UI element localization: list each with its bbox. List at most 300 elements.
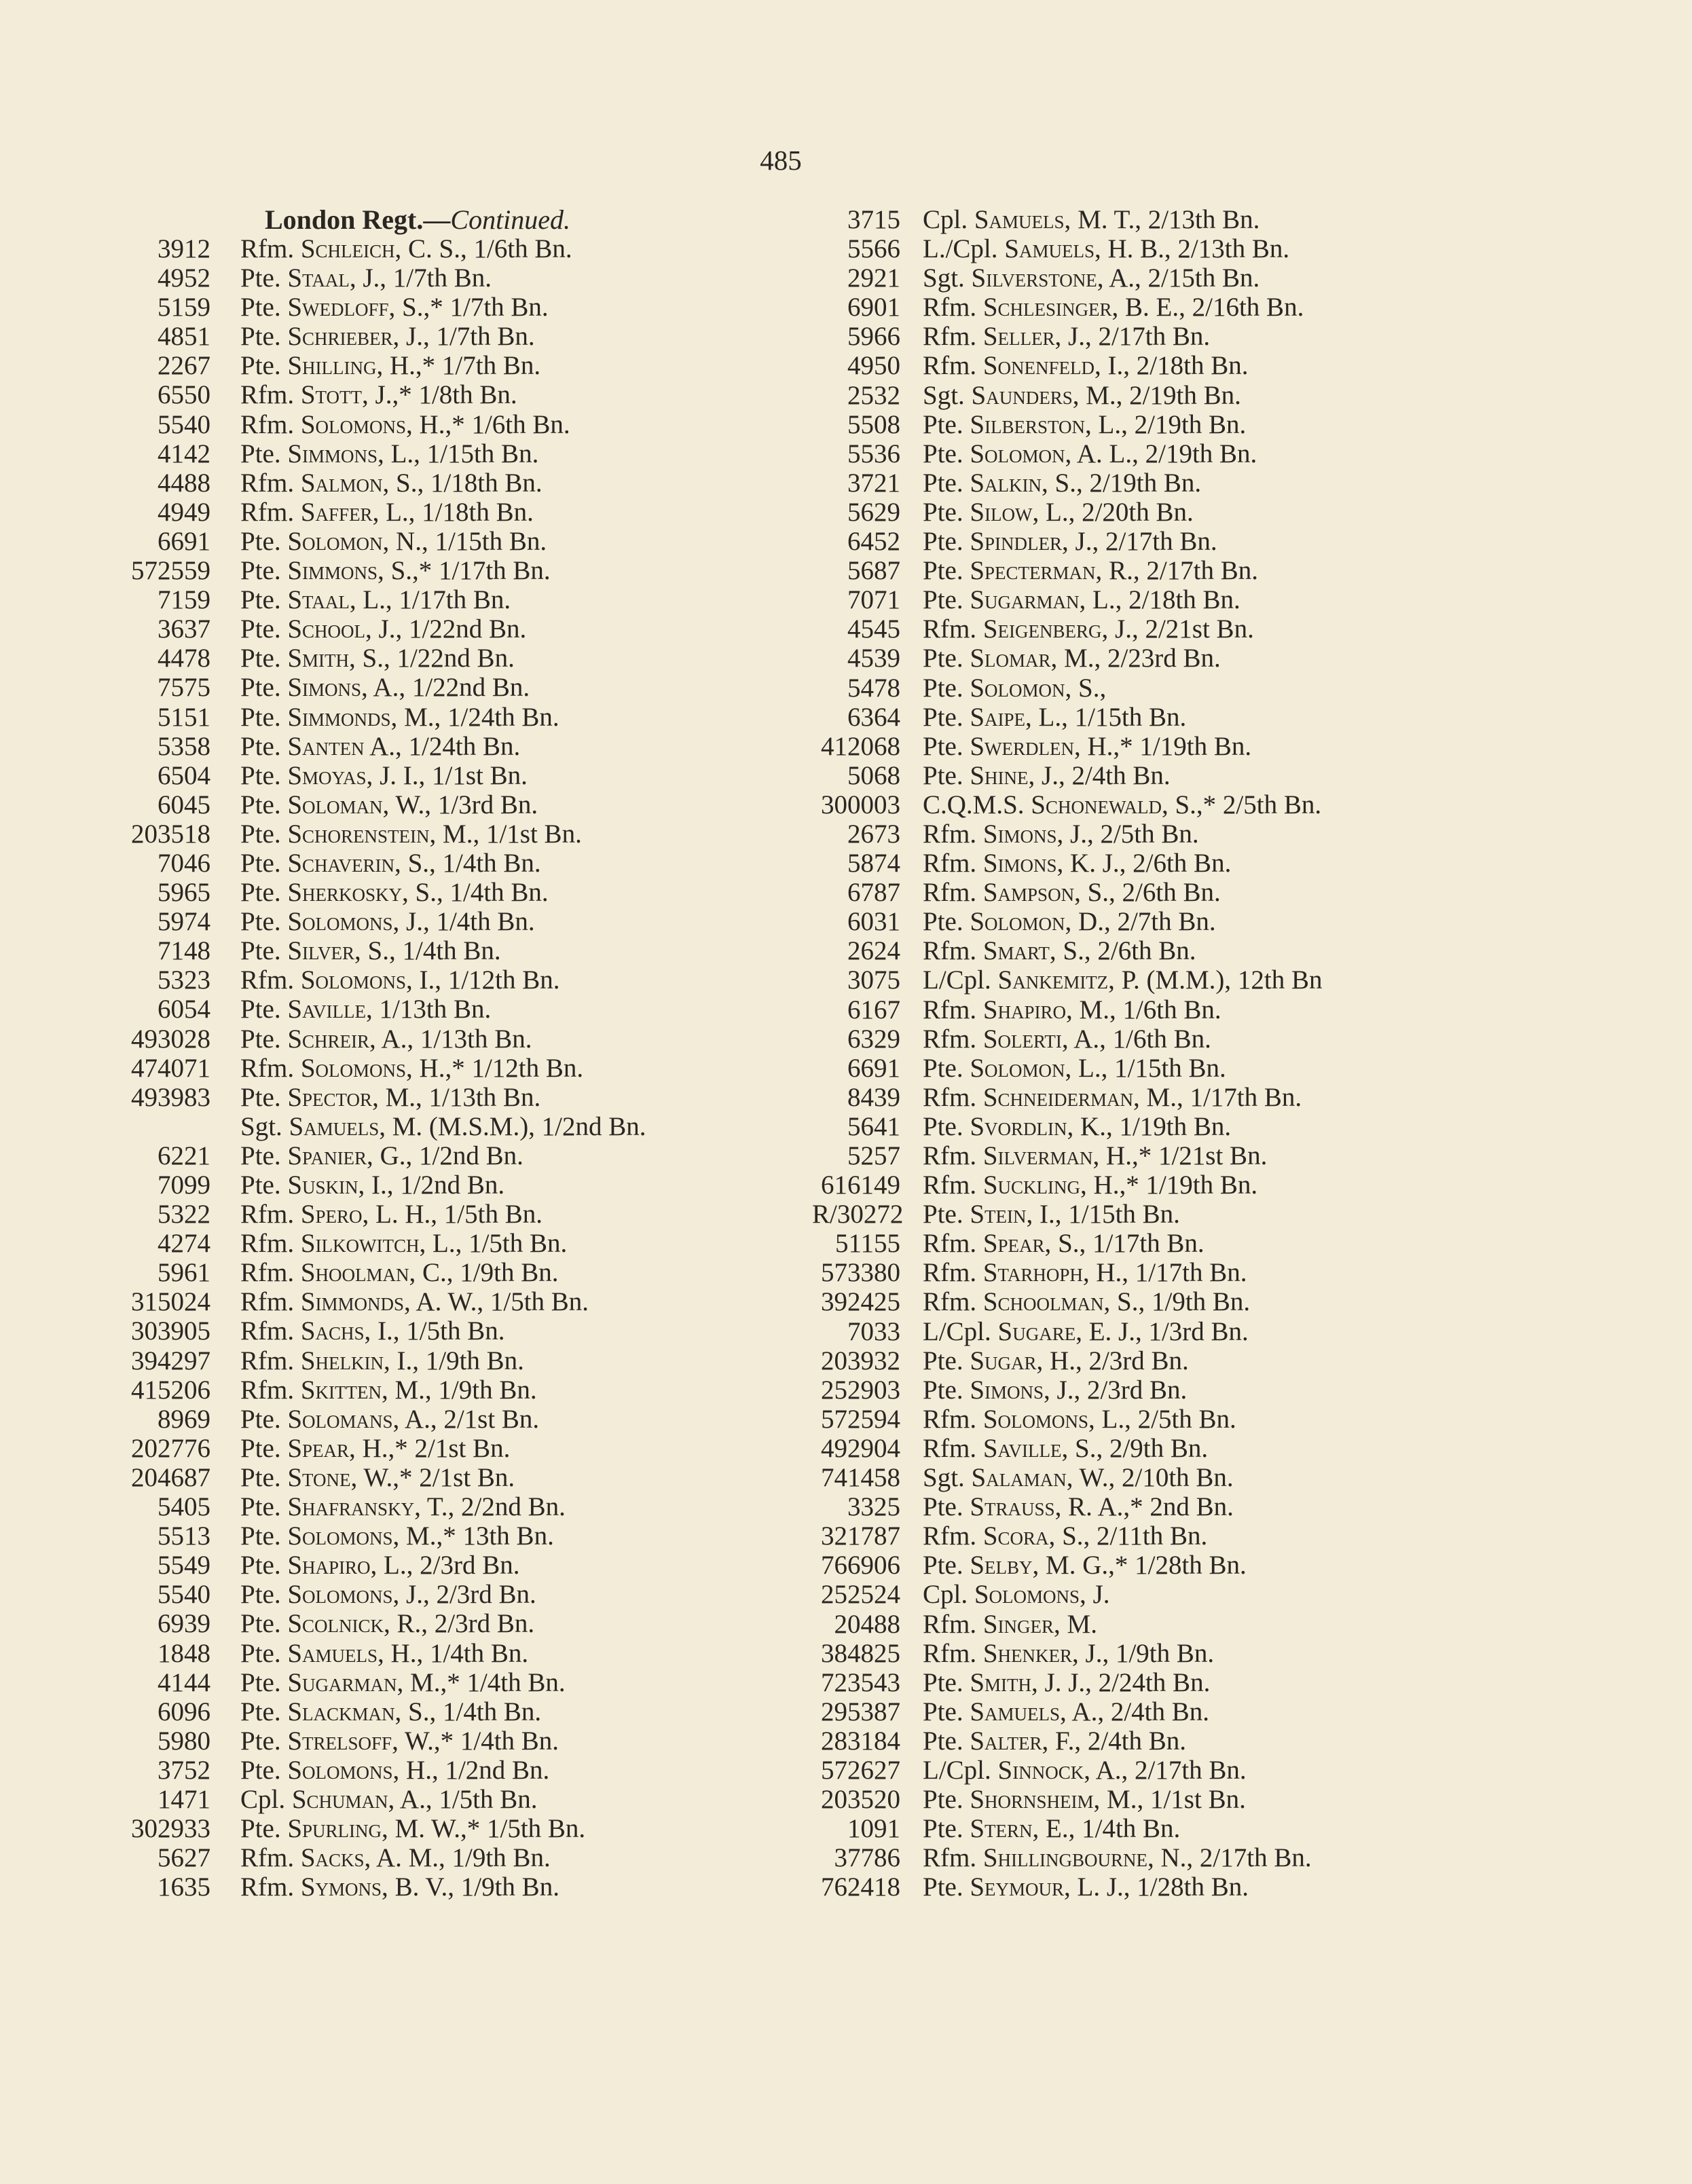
soldier-entry (240, 1668, 566, 1697)
rank: Pte. (240, 1726, 281, 1756)
surname: Schleich, (300, 234, 402, 263)
service-number: 6364 (847, 702, 900, 732)
soldier-entry (240, 819, 582, 849)
roll-entry (0, 1083, 815, 1112)
service-number: R/30272 (812, 1200, 904, 1229)
surname: Samuels, (970, 1697, 1067, 1726)
roll-entry (0, 380, 815, 409)
service-number: 5536 (847, 439, 900, 468)
rank: Pte. (923, 644, 963, 673)
roll-entry (812, 1785, 1692, 1814)
initials-and-unit: D., 2/7th Bn. (1078, 907, 1216, 937)
surname: Simmons, (287, 439, 384, 468)
roll-entry (812, 498, 1692, 527)
service-number: 8439 (847, 1082, 900, 1112)
service-number: 6901 (847, 293, 900, 322)
rank: Rfm. (923, 1229, 977, 1259)
rank: Cpl. (240, 1784, 286, 1814)
soldier-entry (923, 1054, 1226, 1083)
service-number: 572627 (821, 1755, 900, 1785)
page-number: 485 (760, 145, 802, 176)
service-number: 5358 (158, 731, 210, 761)
surname: Schonewald, (1031, 790, 1169, 819)
soldier-entry (240, 1024, 532, 1054)
surname: Slackman, (287, 1697, 402, 1726)
surname: Spector, (287, 1082, 379, 1112)
initials-and-unit: L., 1/15th Bn. (1038, 702, 1187, 732)
right-column (812, 205, 1692, 1902)
rank: Rfm. (240, 1258, 295, 1288)
rank: Rfm. (240, 1346, 295, 1375)
service-number: 1848 (158, 1638, 210, 1668)
service-number: 315024 (131, 1287, 210, 1317)
initials-and-unit: W.,* 2/1st Bn. (363, 1462, 515, 1492)
soldier-entry (240, 1112, 646, 1141)
rank: Pte. (240, 731, 281, 761)
initials-and-unit: S., 1/17th Bn. (1058, 1229, 1204, 1259)
rank: Pte. (923, 1726, 963, 1756)
soldier-entry (240, 1843, 551, 1872)
roll-entry (812, 410, 1692, 439)
surname: Salter, (970, 1726, 1049, 1756)
roll-entry (0, 1580, 815, 1609)
right-roll-list (812, 205, 1692, 1902)
roll-entry (0, 1054, 815, 1083)
soldier-entry (240, 878, 549, 907)
service-number: 723543 (821, 1667, 900, 1697)
service-number: 321787 (821, 1521, 900, 1551)
rank: Pte. (240, 936, 281, 966)
service-number: 5961 (158, 1258, 210, 1288)
rank: L/Cpl. (923, 965, 991, 995)
surname: Salkin, (970, 468, 1048, 498)
service-number: 6691 (158, 526, 210, 556)
soldier-entry (240, 1405, 539, 1434)
surname: Simons, (982, 849, 1064, 878)
surname: Sugare, (997, 1316, 1082, 1346)
service-number: 204687 (131, 1462, 210, 1492)
initials-and-unit: I., 1/5th Bn. (378, 1316, 505, 1346)
initials-and-unit: L., 2/18th Bn. (1092, 585, 1240, 615)
rank: Pte. (923, 673, 963, 703)
roll-entry (812, 995, 1692, 1024)
service-number: 4539 (847, 644, 900, 673)
surname: Schuman, (291, 1784, 395, 1814)
roll-entry (812, 761, 1692, 790)
soldier-entry (240, 263, 492, 293)
rank: Pte. (240, 1580, 281, 1610)
surname: Staal, (287, 585, 356, 615)
rank: Pte. (923, 556, 963, 586)
surname: Strelsoff, (287, 1726, 399, 1756)
surname: Swerdlen, (970, 731, 1081, 761)
initials-and-unit: M., 1/1st Bn. (443, 819, 582, 849)
roll-entry (812, 1580, 1692, 1609)
roll-entry (0, 1258, 815, 1287)
initials-and-unit: A., 1/24th Bn. (369, 731, 521, 761)
roll-entry (0, 1492, 815, 1521)
service-number: 51155 (834, 1229, 900, 1259)
rank: Pte. (923, 1053, 963, 1083)
rank: Pte. (240, 1667, 281, 1697)
surname: Swedloff, (287, 293, 396, 322)
surname: Solomons, (300, 965, 413, 995)
initials-and-unit: B. V., 1/9th Bn. (394, 1872, 559, 1902)
rank: Pte. (923, 527, 963, 557)
soldier-entry (923, 1551, 1247, 1580)
surname: Solomons, (300, 1053, 413, 1083)
surname: Solomans, (287, 1404, 400, 1434)
service-number: 5540 (158, 1580, 210, 1610)
surname: Spindler, (970, 527, 1069, 557)
soldier-entry (240, 1580, 536, 1609)
surname: Silberston, (970, 409, 1092, 439)
surname: Schrieber, (287, 322, 400, 352)
rank: Cpl. (923, 205, 968, 234)
rank: Pte. (923, 1111, 963, 1141)
surname: Shapiro, (982, 995, 1073, 1024)
surname: Solomon, (970, 439, 1072, 468)
service-number: 295387 (821, 1697, 900, 1726)
rank: Pte. (923, 731, 963, 761)
soldier-entry (240, 1785, 538, 1814)
service-number: 3912 (158, 234, 210, 263)
soldier-entry (923, 410, 1246, 439)
rank: Rfm. (240, 409, 295, 439)
roll-entry (0, 1521, 815, 1551)
initials-and-unit: M., 1/9th Bn. (394, 1375, 537, 1405)
initials-and-unit: H.,* 1/19th Bn. (1087, 731, 1252, 761)
initials-and-unit: A., 1/6th Bn. (1073, 1024, 1211, 1054)
soldier-entry (923, 468, 1201, 498)
service-number: 37786 (834, 1843, 900, 1873)
soldier-entry (240, 761, 528, 790)
service-number: 5627 (158, 1843, 210, 1873)
service-number: 303905 (131, 1316, 210, 1346)
rank: Pte. (923, 1375, 963, 1405)
roll-entry (812, 381, 1692, 410)
initials-and-unit: L., 1/17th Bn. (363, 585, 511, 615)
surname: Solomon, (970, 673, 1072, 703)
soldier-entry (240, 527, 547, 556)
surname: Shelkin, (300, 1346, 390, 1375)
surname: Samuels, (289, 1111, 386, 1141)
initials-and-unit: E., 1/4th Bn. (1046, 1814, 1181, 1844)
initials-and-unit: M., 1/6th Bn. (1079, 995, 1221, 1024)
service-number: 5629 (847, 497, 900, 527)
roll-entry (812, 819, 1692, 849)
soldier-entry (923, 234, 1289, 263)
surname: Simmonds, (287, 702, 398, 732)
initials-and-unit: A., 2/15th Bn. (1109, 263, 1260, 293)
rank: Pte. (923, 1200, 963, 1229)
initials-and-unit: L., 1/15th Bn. (390, 439, 539, 468)
surname: Sinnock, (997, 1755, 1090, 1785)
rank: Rfm. (240, 497, 295, 527)
surname: Smart, (982, 936, 1056, 966)
soldier-entry (923, 819, 1199, 849)
initials-and-unit: H.,* 2/1st Bn. (362, 1433, 511, 1463)
soldier-entry (923, 907, 1216, 936)
roll-entry (0, 1200, 815, 1229)
soldier-entry (240, 1551, 519, 1580)
surname: Saffer, (300, 497, 380, 527)
rank: Pte. (240, 1024, 281, 1054)
initials-and-unit: P. (M.M.), 12th Bn (1121, 965, 1323, 995)
roll-entry (0, 1639, 815, 1668)
surname: Shine, (970, 760, 1035, 790)
heading-continued: Continued. (450, 204, 571, 235)
rank: Rfm. (923, 1170, 977, 1200)
surname: Singer, (982, 1609, 1061, 1639)
roll-entry (812, 468, 1692, 498)
service-number: 4851 (158, 322, 210, 352)
roll-entry (812, 1551, 1692, 1580)
service-number: 5508 (847, 409, 900, 439)
surname: Seymour, (970, 1872, 1071, 1902)
initials-and-unit: H., 1/2nd Bn. (406, 1755, 550, 1785)
surname: Samuels, (1004, 234, 1101, 264)
service-number: 5257 (847, 1141, 900, 1170)
rank: Rfm. (923, 1082, 977, 1112)
roll-entry (812, 322, 1692, 351)
service-number: 5322 (158, 1200, 210, 1229)
service-number: 3325 (847, 1492, 900, 1522)
service-number: 7159 (158, 585, 210, 615)
rank: Pte. (240, 263, 281, 293)
soldier-entry (923, 351, 1248, 380)
initials-and-unit: S.,* 1/17th Bn. (390, 556, 551, 586)
surname: Starhoph, (982, 1258, 1090, 1288)
service-number: 412068 (821, 731, 900, 761)
service-number: 5641 (847, 1111, 900, 1141)
rank: Rfm. (923, 849, 977, 878)
rank: Rfm. (923, 1258, 977, 1288)
initials-and-unit: I., 1/12th Bn. (419, 965, 560, 995)
rank: Pte. (240, 1755, 281, 1785)
initials-and-unit: F., 2/4th Bn. (1055, 1726, 1187, 1756)
soldier-entry (240, 556, 551, 585)
surname: Spanier, (287, 1141, 373, 1170)
initials-and-unit: J., 2/4th Bn. (1042, 760, 1171, 790)
service-number: 1091 (847, 1814, 900, 1844)
initials-and-unit: A. M., 1/9th Bn. (375, 1843, 551, 1873)
service-number: 7148 (158, 936, 210, 966)
initials-and-unit: L., 1/18th Bn. (386, 497, 534, 527)
service-number: 4144 (158, 1667, 210, 1697)
soldier-entry (240, 322, 535, 351)
initials-and-unit: I., 1/2nd Bn. (371, 1170, 505, 1200)
service-number: 2921 (847, 263, 900, 293)
initials-and-unit: J.,* 1/8th Bn. (375, 380, 517, 410)
surname: Stone, (287, 1462, 358, 1492)
initials-and-unit: S.,* 2/5th Bn. (1175, 790, 1322, 819)
roll-entry (0, 1229, 815, 1258)
service-number: 5980 (158, 1726, 210, 1756)
soldier-entry (923, 1170, 1257, 1200)
soldier-entry (240, 1609, 534, 1638)
roll-entry (0, 498, 815, 527)
soldier-entry (240, 1814, 585, 1843)
rank: Pte. (240, 614, 281, 644)
roll-entry (0, 1287, 815, 1316)
roll-entry (0, 468, 815, 498)
roll-entry (812, 1141, 1692, 1170)
initials-and-unit: S., 1/4th Bn. (367, 936, 501, 966)
soldier-entry (923, 498, 1194, 527)
service-number: 2267 (158, 351, 210, 381)
initials-and-unit: J., 2/5th Bn. (1070, 819, 1199, 849)
service-number: 2624 (847, 936, 900, 966)
roll-entry (812, 1054, 1692, 1083)
roll-entry (0, 322, 815, 351)
initials-and-unit: C. S., 1/6th Bn. (408, 234, 572, 263)
initials-and-unit: S., 1/9th Bn. (1117, 1287, 1251, 1317)
soldier-entry (923, 1375, 1187, 1405)
initials-and-unit: M. W.,* 1/5th Bn. (394, 1814, 586, 1844)
rank: Pte. (923, 1667, 963, 1697)
rank: Pte. (240, 1551, 281, 1580)
rank: Rfm. (923, 1609, 977, 1639)
service-number: 5323 (158, 965, 210, 995)
initials-and-unit: G., 1/2nd Bn. (380, 1141, 523, 1170)
initials-and-unit: M., 2/19th Bn. (1086, 380, 1241, 410)
surname: Selby, (970, 1551, 1040, 1580)
service-number: 203518 (131, 819, 210, 849)
surname: Solomon, (287, 526, 390, 556)
surname: Stern, (970, 1814, 1040, 1844)
rank: Rfm. (923, 936, 977, 966)
rank: Pte. (240, 673, 281, 703)
surname: Spear, (982, 1229, 1052, 1259)
surname: Shenker, (982, 1638, 1079, 1668)
rank: Pte. (240, 1521, 281, 1551)
roll-entry (812, 673, 1692, 703)
rank: Rfm. (240, 1053, 295, 1083)
roll-entry (0, 556, 815, 585)
soldier-entry (923, 1814, 1180, 1843)
soldier-entry (240, 644, 515, 673)
soldier-entry (923, 644, 1221, 673)
soldier-entry (240, 585, 511, 614)
roll-entry (0, 703, 815, 732)
soldier-entry (240, 498, 534, 527)
roll-entry (0, 1609, 815, 1638)
surname: Sugarman, (970, 585, 1086, 615)
initials-and-unit: S., (1078, 673, 1107, 703)
rank: Pte. (240, 1609, 281, 1639)
initials-and-unit: H. B., 2/13th Bn. (1107, 234, 1290, 264)
roll-entry (0, 1726, 815, 1756)
surname: Solomons, (982, 1404, 1095, 1434)
surname: Solomons, (974, 1580, 1086, 1610)
initials-and-unit: T., 2/2nd Bn. (426, 1492, 566, 1522)
initials-and-unit: K. J., 2/6th Bn. (1070, 849, 1232, 878)
soldier-entry (923, 1521, 1207, 1551)
surname: Sugarman, (287, 1667, 404, 1697)
rank: Pte. (923, 1697, 963, 1726)
roll-entry (812, 1521, 1692, 1551)
soldier-entry (240, 1697, 541, 1726)
initials-and-unit: S., 1/4th Bn. (415, 878, 549, 908)
soldier-entry (240, 1170, 504, 1200)
section-heading (0, 205, 815, 234)
roll-entry (0, 585, 815, 614)
soldier-entry (923, 293, 1304, 322)
roll-entry (812, 1756, 1692, 1785)
soldier-entry (923, 1024, 1211, 1054)
surname: Sonenfeld, (982, 351, 1101, 381)
rank: L/Cpl. (923, 1316, 991, 1346)
soldier-entry (923, 1258, 1247, 1287)
soldier-entry (923, 1317, 1249, 1346)
soldier-entry (240, 1872, 559, 1902)
initials-and-unit: A. W., 1/5th Bn. (416, 1287, 589, 1317)
service-number: 5068 (847, 760, 900, 790)
service-number: 1471 (158, 1784, 210, 1814)
roll-entry (812, 1258, 1692, 1287)
surname: Silow, (970, 497, 1040, 527)
service-number: 415206 (131, 1375, 210, 1405)
service-number: 3752 (158, 1755, 210, 1785)
service-number: 6167 (847, 995, 900, 1024)
surname: Schoolman, (982, 1287, 1111, 1317)
initials-and-unit: J., 1/9th Bn. (1085, 1638, 1215, 1668)
initials-and-unit: S., 1/22nd Bn. (362, 644, 515, 673)
initials-and-unit: J. J., 2/24th Bn. (1044, 1667, 1211, 1697)
soldier-entry (923, 1872, 1249, 1902)
initials-and-unit: H.,* 1/7th Bn. (390, 351, 541, 381)
soldier-entry (240, 614, 526, 644)
initials-and-unit: R., 2/3rd Bn. (397, 1609, 535, 1639)
rank: Rfm. (240, 1872, 295, 1902)
surname: Scolnick, (287, 1609, 390, 1639)
soldier-entry (240, 907, 535, 936)
surname: Saville, (287, 995, 373, 1024)
roll-entry (0, 936, 815, 965)
soldier-entry (240, 1375, 537, 1405)
initials-and-unit: H.,* 1/21st Bn. (1106, 1141, 1268, 1170)
surname: Saville, (982, 1433, 1069, 1463)
initials-and-unit: W.,* 1/4th Bn. (404, 1726, 559, 1756)
initials-and-unit: M., 2/23rd Bn. (1064, 644, 1221, 673)
soldier-entry (240, 732, 520, 761)
initials-and-unit: L., 2/3rd Bn. (384, 1551, 520, 1580)
roll-entry (0, 907, 815, 936)
service-number: 6550 (158, 380, 210, 410)
service-number: 5159 (158, 293, 210, 322)
initials-and-unit: A., 2/17th Bn. (1095, 1755, 1247, 1785)
roll-entry (812, 234, 1692, 263)
rank: Rfm. (240, 1229, 295, 1259)
initials-and-unit: A., 1/22nd Bn. (373, 673, 530, 703)
rank: Pte. (240, 819, 281, 849)
service-number: 6031 (847, 907, 900, 937)
soldier-entry (923, 1668, 1210, 1697)
rank: Rfm. (923, 1521, 977, 1551)
service-number: 5513 (158, 1521, 210, 1551)
roll-entry (812, 1492, 1692, 1521)
roll-entry (812, 644, 1692, 673)
initials-and-unit: A., 1/5th Bn. (399, 1784, 538, 1814)
service-number: 3715 (847, 205, 900, 234)
service-number: 202776 (131, 1433, 210, 1463)
roll-entry (0, 410, 815, 439)
soldier-entry (240, 351, 540, 380)
rank: Rfm. (240, 468, 295, 498)
initials-and-unit: A., 2/4th Bn. (1071, 1697, 1210, 1726)
initials-and-unit: L., 2/20th Bn. (1046, 497, 1194, 527)
